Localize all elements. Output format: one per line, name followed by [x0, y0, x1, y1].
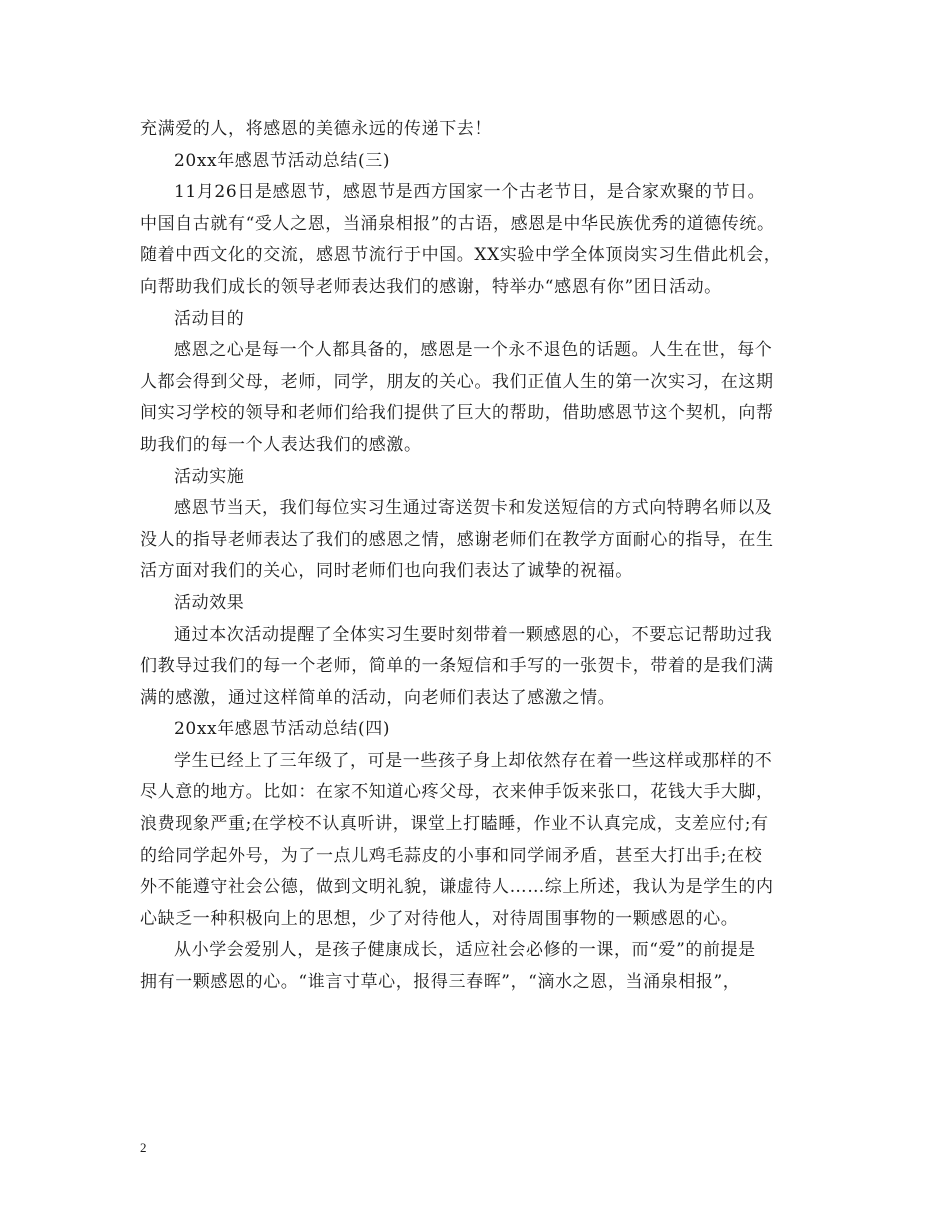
- text-line: 充满爱的人，将感恩的美德永远的传递下去！: [140, 119, 492, 139]
- text-line: 满的感激，通过这样简单的活动，向老师们表达了感激之情。: [140, 687, 616, 708]
- text-line: 人都会得到父母，老师，同学，朋友的关心。我们正值人生的第一次实习，在这期: [140, 371, 774, 392]
- text-line: 感恩节当天，我们每位实习生通过寄送贺卡和发送短信的方式向特聘名师以及: [174, 498, 773, 519]
- text-line: 的给同学起外号，为了一点儿鸡毛蒜皮的小事和同学闹矛盾，甚至大打出手;在校: [140, 845, 763, 866]
- text-line: 外不能遵守社会公德，做到文明礼貌，谦虚待人……综上所述，我认为是学生的内: [140, 877, 774, 898]
- text-line: 感恩之心是每一个人都具备的，感恩是一个永不退色的话题。人生在世，每个: [174, 340, 773, 361]
- text-line: 活动效果: [174, 592, 245, 613]
- text-line: 从小学会爱别人，是孩子健康成长，适应社会必修的一课，而“爱”的前提是: [174, 940, 756, 961]
- text-line: 间实习学校的领导和老师们给我们提供了巨大的帮助，借助感恩节这个契机，向帮: [140, 403, 774, 424]
- text-line: 中国自古就有“受人之恩，当涌泉相报”的古语，感恩是中华民族优秀的道德传统。: [140, 213, 775, 234]
- text-line: 20xx年感恩节活动总结(四): [174, 719, 391, 740]
- text-line: 活动实施: [174, 466, 245, 487]
- text-line: 向帮助我们成长的领导老师表达我们的感谢，特举办“感恩有你”团日活动。: [140, 276, 722, 297]
- text-line: 拥有一颗感恩的心。“谁言寸草心，报得三春晖”，“滴水之恩，当涌泉相报”，: [140, 972, 741, 993]
- text-line: 学生已经上了三年级了，可是一些孩子身上却依然存在着一些这样或那样的不: [174, 750, 773, 771]
- text-line: 助我们的每一个人表达我们的感激。: [140, 434, 422, 455]
- text-line: 尽人意的地方。比如：在家不知道心疼父母，衣来伸手饭来张口，花钱大手大脚，: [140, 782, 774, 803]
- text-line: 心缺乏一种积极向上的思想，少了对待他人，对待周围事物的一颗感恩的心。: [140, 908, 739, 929]
- text-line: 浪费现象严重;在学校不认真听讲，课堂上打瞌睡，作业不认真完成，支差应付;有: [140, 814, 769, 835]
- text-line: 活动目的: [174, 308, 245, 329]
- text-line: 活方面对我们的关心，同时老师们也向我们表达了诚挚的祝福。: [140, 561, 633, 582]
- text-line: 们教导过我们的每一个老师，简单的一条短信和手写的一张贺卡，带着的是我们满: [140, 656, 774, 677]
- text-line: 20xx年感恩节活动总结(三): [174, 150, 391, 171]
- text-line: 通过本次活动提醒了全体实习生要时刻带着一颗感恩的心，不要忘记帮助过我: [174, 624, 773, 645]
- page-number: 2: [140, 1140, 147, 1155]
- document-body: [140, 114, 812, 999]
- text-line: 11月26日是感恩节，感恩节是西方国家一个古老节日，是合家欢聚的节日。: [174, 182, 766, 203]
- text-line: 随着中西文化的交流，感恩节流行于中国。XX实验中学全体顶岗实习生借此机会，: [140, 245, 782, 266]
- text-line: 没人的指导老师表达了我们的感恩之情，感谢老师们在教学方面耐心的指导，在生: [140, 529, 774, 550]
